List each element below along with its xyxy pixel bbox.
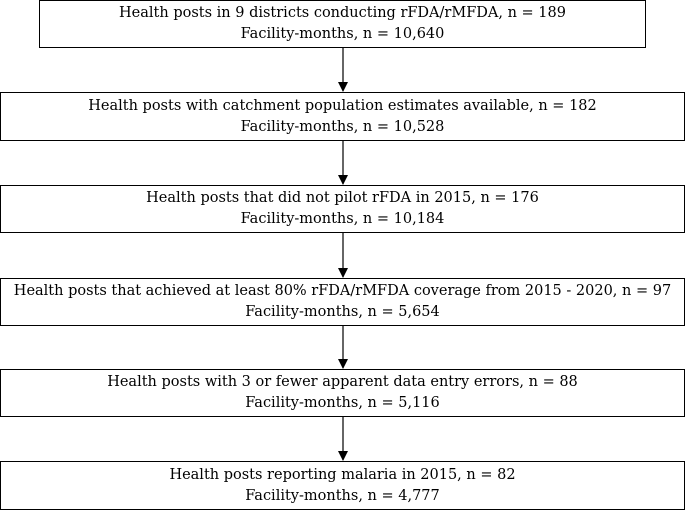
flow-step-3-subtitle: Facility-months, n = 10,184 [240,211,445,227]
flow-step-1-title: Health posts in 9 districts conducting rFDA/rMFDA, n = 189 [119,5,566,21]
flow-step-1 [39,0,646,48]
flow-step-3 [0,185,685,233]
flow-step-1-subtitle: Facility-months, n = 10,640 [240,26,445,42]
flow-step-4 [0,278,685,326]
flow-step-4-title: Health posts that achieved at least 80% rFDA/rMFDA coverage from 2015 - 2020, n = 97 [13,283,672,299]
flow-step-5 [0,369,685,417]
flow-step-5-title: Health posts with 3 or fewer apparent data entry errors, n = 88 [107,374,578,390]
flow-step-5-subtitle: Facility-months, n = 5,116 [245,395,440,411]
flow-step-3-title: Health posts that did not pilot rFDA in 2015, n = 176 [146,190,539,206]
flow-step-2 [0,92,685,141]
flow-step-6 [0,461,685,510]
flow-step-6-title: Health posts reporting malaria in 2015, n = 82 [169,466,516,483]
flow-step-6-subtitle: Facility-months, n = 4,777 [245,487,440,504]
flow-step-2-subtitle: Facility-months, n = 10,528 [240,118,445,135]
flow-step-2-title: Health posts with catchment population estimates available, n = 182 [88,97,597,114]
flow-step-4-subtitle: Facility-months, n = 5,654 [245,304,440,320]
